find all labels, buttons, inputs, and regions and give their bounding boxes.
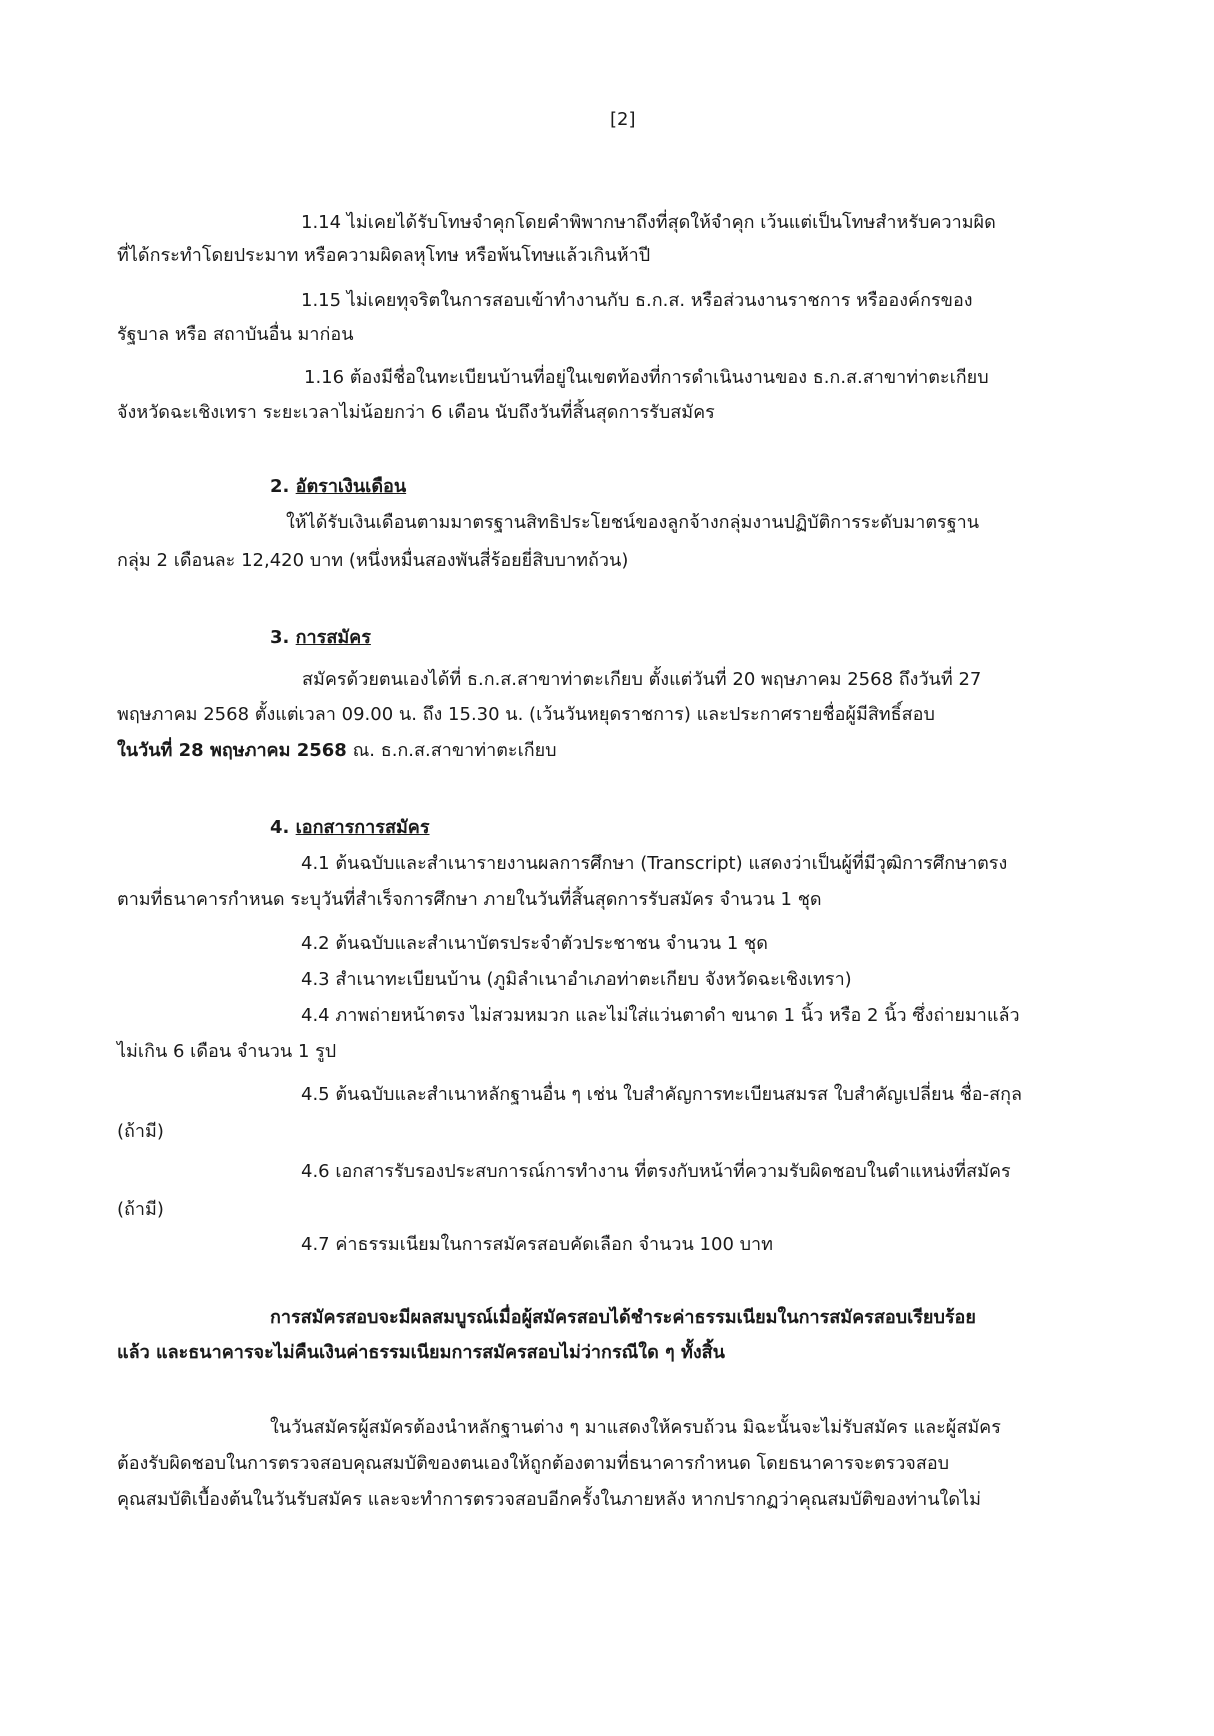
closing-line-1: ในวันสมัครผู้สมัครต้องนำหลักฐานต่าง ๆ มาแสดงให้ครบถ้วน มิฉะนั้นจะไม่รับสมัคร และผู้สมัคร xyxy=(270,1417,1001,1438)
section-3-title: การสมัคร xyxy=(295,627,371,648)
item-1-16-line-2: จังหวัดฉะเชิงเทรา ระยะเวลาไม่น้อยกว่า 6 เดือน นับถึงวันที่สิ้นสุดการรับสมัคร xyxy=(117,402,715,423)
section-3-number: 3. xyxy=(270,627,290,648)
item-1-15-line-2: รัฐบาล หรือ สถาบันอื่น มาก่อน xyxy=(117,324,354,345)
section-4-title: เอกสารการสมัคร xyxy=(295,817,430,838)
fee-notice-line-2: แล้ว และธนาคารจะไม่คืนเงินค่าธรรมเนียมการสมัครสอบไม่ว่ากรณีใด ๆ ทั้งสิ้น xyxy=(117,1342,725,1363)
section-2-heading xyxy=(270,475,406,499)
document-4-7: 4.7 ค่าธรรมเนียมในการสมัครสอบคัดเลือก จำนวน 100 บาท xyxy=(301,1234,774,1255)
application-line-3 xyxy=(117,739,557,763)
section-3-heading xyxy=(270,626,371,650)
item-1-16-line-1: 1.16 ต้องมีชื่อในทะเบียนบ้านที่อยู่ในเขตท้องที่การดำเนินงานของ ธ.ก.ส.สาขาท่าตะเกียบ xyxy=(304,367,989,388)
application-line-2: พฤษภาคม 2568 ตั้งแต่เวลา 09.00 น. ถึง 15.30 น. (เว้นวันหยุดราชการ) และประกาศรายชื่อผู้มีสิทธิ์สอบ xyxy=(117,704,935,725)
document-4-5-line-2: (ถ้ามี) xyxy=(117,1121,164,1142)
fee-notice-line-1: การสมัครสอบจะมีผลสมบูรณ์เมื่อผู้สมัครสอบได้ชำระค่าธรรมเนียมในการสมัครสอบเรียบร้อย xyxy=(270,1307,976,1328)
document-4-2: 4.2 ต้นฉบับและสำเนาบัตรประจำตัวประชาชน จำนวน 1 ชุด xyxy=(301,933,768,954)
salary-line-1: ให้ได้รับเงินเดือนตามมาตรฐานสิทธิประโยชน์ของลูกจ้างกลุ่มงานปฏิบัติการระดับมาตรฐาน xyxy=(286,512,980,533)
salary-line-2: กลุ่ม 2 เดือนละ 12,420 บาท (หนึ่งหมื่นสองพันสี่ร้อยยี่สิบบาทถ้วน) xyxy=(117,550,629,571)
document-4-6-line-2: (ถ้ามี) xyxy=(117,1199,164,1220)
document-4-3: 4.3 สำเนาทะเบียนบ้าน (ภูมิลำเนาอำเภอท่าตะเกียบ จังหวัดฉะเชิงเทรา) xyxy=(301,969,852,990)
document-4-5-line-1: 4.5 ต้นฉบับและสำเนาหลักฐานอื่น ๆ เช่น ใบสำคัญการทะเบียนสมรส ใบสำคัญเปลี่ยน ชื่อ-สกุล xyxy=(301,1084,1023,1105)
announcement-location: ณ. ธ.ก.ส.สาขาท่าตะเกียบ xyxy=(352,740,557,761)
application-line-1: สมัครด้วยตนเองได้ที่ ธ.ก.ส.สาขาท่าตะเกียบ ตั้งแต่วันที่ 20 พฤษภาคม 2568 ถึงวันที่ 27 xyxy=(302,669,982,690)
section-4-number: 4. xyxy=(270,817,290,838)
page-number: [2] xyxy=(610,109,636,130)
item-1-14-line-1: 1.14 ไม่เคยได้รับโทษจำคุกโดยคำพิพากษาถึงที่สุดให้จำคุก เว้นแต่เป็นโทษสำหรับความผิด xyxy=(301,212,996,233)
section-4-heading xyxy=(270,816,430,840)
closing-line-2: ต้องรับผิดชอบในการตรวจสอบคุณสมบัติของตนเองให้ถูกต้องตามที่ธนาคารกำหนด โดยธนาคารจะตรวจสอบ xyxy=(117,1453,950,1474)
document-4-6-line-1: 4.6 เอกสารรับรองประสบการณ์การทำงาน ที่ตรงกับหน้าที่ความรับผิดชอบในตำแหน่งที่สมัคร xyxy=(301,1161,1011,1182)
section-2-number: 2. xyxy=(270,476,290,497)
section-2-title: อัตราเงินเดือน xyxy=(295,476,407,497)
document-4-1-line-2: ตามที่ธนาคารกำหนด ระบุวันที่สำเร็จการศึกษา ภายในวันที่สิ้นสุดการรับสมัคร จำนวน 1 ชุด xyxy=(117,889,822,910)
document-4-1-line-1: 4.1 ต้นฉบับและสำเนารายงานผลการศึกษา (Transcript) แสดงว่าเป็นผู้ที่มีวุฒิการศึกษาตรง xyxy=(301,853,1008,874)
announcement-date: ในวันที่ 28 พฤษภาคม 2568 xyxy=(117,740,347,761)
document-4-4-line-2: ไม่เกิน 6 เดือน จำนวน 1 รูป xyxy=(117,1041,337,1062)
item-1-14-line-2: ที่ได้กระทำโดยประมาท หรือความผิดลหุโทษ หรือพ้นโทษแล้วเกินห้าปี xyxy=(117,245,651,266)
closing-line-3: คุณสมบัติเบื้องต้นในวันรับสมัคร และจะทำการตรวจสอบอีกครั้งในภายหลัง หากปรากฏว่าคุณสมบัติของท่านใดไม่ xyxy=(117,1489,981,1510)
item-1-15-line-1: 1.15 ไม่เคยทุจริตในการสอบเข้าทำงานกับ ธ.ก.ส. หรือส่วนงานราชการ หรือองค์กรของ xyxy=(301,290,973,311)
document-4-4-line-1: 4.4 ภาพถ่ายหน้าตรง ไม่สวมหมวก และไม่ใส่แว่นตาดำ ขนาด 1 นิ้ว หรือ 2 นิ้ว ซึ่งถ่ายมาแล้ว xyxy=(301,1005,1020,1026)
